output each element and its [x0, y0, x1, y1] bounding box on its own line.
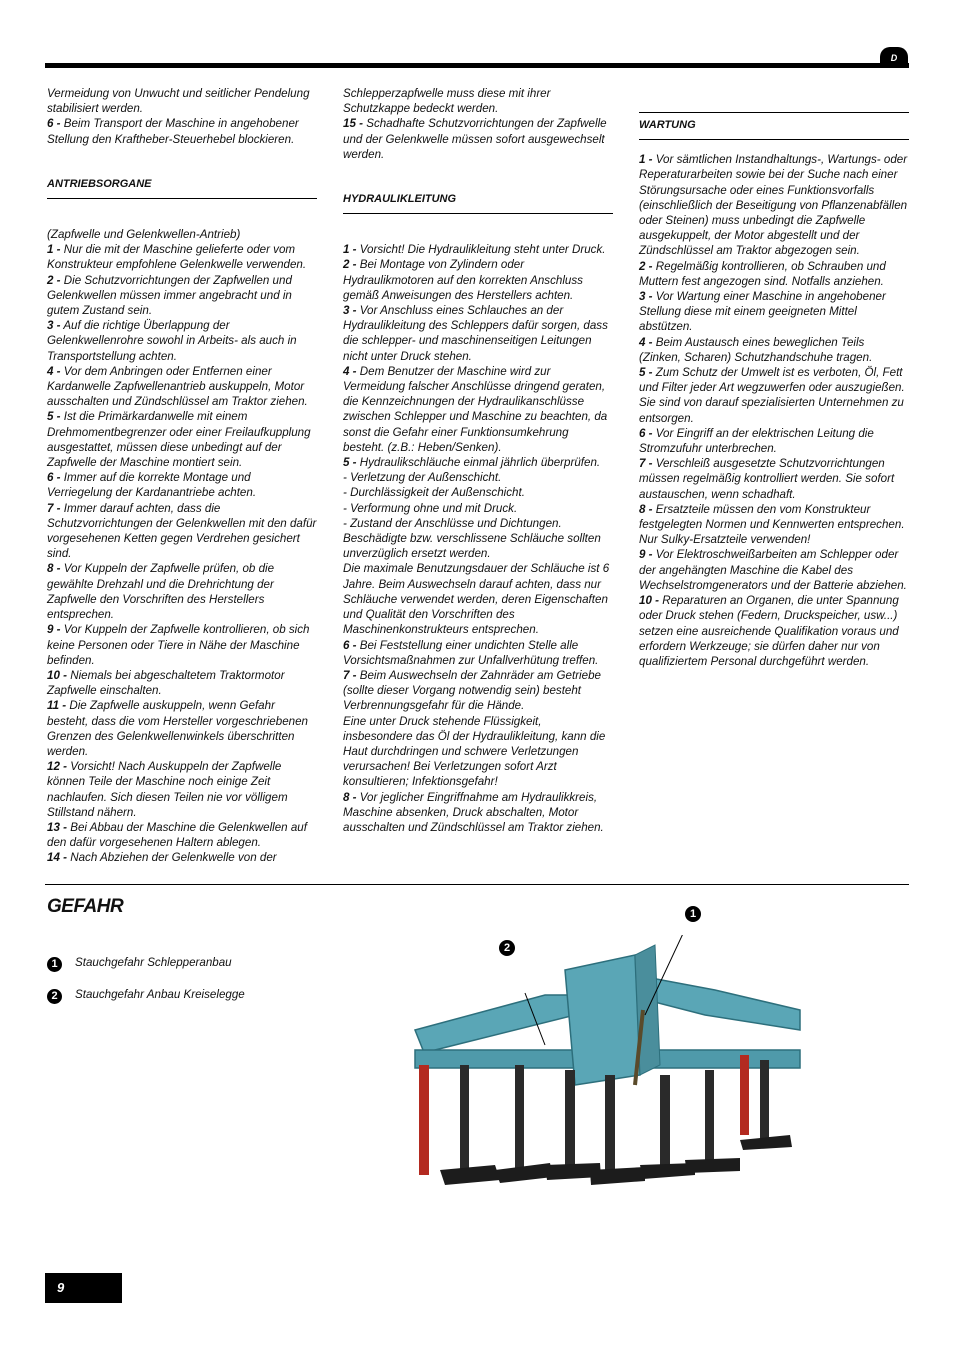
- item-number: 5 -: [47, 410, 61, 424]
- item-number: 6 -: [47, 471, 61, 485]
- legend-item-1: [47, 956, 232, 972]
- list-item: [343, 638, 613, 668]
- col2-intro: [343, 86, 613, 162]
- list-item: [47, 273, 317, 319]
- list-item: [47, 820, 317, 850]
- legend-text: Stauchgefahr Anbau Kreiselegge: [75, 988, 245, 1001]
- callout-2-icon: 2: [499, 940, 515, 956]
- item-number: 11 -: [47, 699, 67, 713]
- item-text: Vor Kuppeln der Zapfwelle kontrollieren, ob sich keine Personen oder Tiere in Nähe der Maschine befinden.: [47, 623, 310, 667]
- list-item: [47, 501, 317, 562]
- list-item: [47, 850, 317, 865]
- list-item: [343, 257, 613, 303]
- item-number: 9 -: [639, 548, 653, 562]
- list-item: [47, 470, 317, 500]
- item-number: 3 -: [639, 290, 653, 304]
- item-text: Die maximale Benutzungsdauer der Schläuche ist 6 Jahre. Beim Auswechseln darauf achten, dass nur Schläuche verwendet werden, deren Eigenschaften und Qualität den Vorschriften des Maschinenkonstrukteurs entsprechen.: [343, 562, 610, 637]
- section-rule: [639, 139, 909, 140]
- item-text: Vorsicht! Nach Auskuppeln der Zapfwelle können Teile der Maschine noch einige Zeit nachlaufen. Sich diesen Teilen nie vor völligem Stillstand nähern.: [47, 760, 288, 819]
- callout-number: 2: [47, 989, 62, 1004]
- item-number: 10 -: [639, 594, 659, 608]
- item-number: 6 -: [343, 638, 357, 652]
- item-text: Vor Wartung einer Maschine in angehobener Stellung diese mit einem geeigneten Mittel abstützen.: [639, 290, 886, 334]
- col3-items: [639, 152, 909, 669]
- list-item: [343, 790, 613, 836]
- list-item: [639, 289, 909, 335]
- item-number: 7 -: [639, 457, 653, 471]
- item-text: Nach Abziehen der Gelenkwelle von der: [66, 851, 277, 865]
- item-number: 10 -: [47, 668, 67, 682]
- list-item: [47, 698, 317, 759]
- item-number: 7 -: [47, 501, 61, 515]
- callout-1-icon: 1: [685, 906, 701, 922]
- item-text: Vor sämtlichen Instandhaltungs-, Wartungs- oder Reperaturarbeiten sowie bei der Suche nach einer Störungsursache oder eines Funktionsvorfalls (einschließlich der Beseitigung von Pflanzenabfällen oder Steinen) muss unbedingt die Zapfwelle ausgekuppelt, der Motor abgestellt und der Zündschlüssel am Traktor abgezogen sein.: [639, 153, 908, 258]
- item-text: Verschleiß ausgesetzte Schutzvorrichtungen müssen regelmäßig kontrolliert werden. Sie sofort austauschen, wenn schadhaft.: [639, 457, 895, 501]
- item-number: 5 -: [639, 366, 653, 380]
- item-number: 1 -: [47, 243, 61, 257]
- gefahr-title: GEFAHR: [47, 896, 124, 917]
- item-number: 15 -: [343, 117, 363, 131]
- item-number: 12 -: [47, 760, 67, 774]
- list-item: [47, 242, 317, 272]
- list-item: [343, 303, 613, 364]
- item-number: 6 -: [639, 426, 653, 440]
- list-item: [47, 409, 317, 470]
- callout-number: 1: [47, 957, 62, 972]
- item-text: - Verletzung der Außenschicht.: [343, 471, 502, 485]
- list-item: [639, 593, 909, 669]
- list-item: [639, 335, 909, 365]
- item-text: - Verformung ohne und mit Druck.: [343, 501, 518, 515]
- section-rule: [343, 213, 613, 214]
- list-item: [639, 502, 909, 548]
- item-text: Die Schutzvorrichtungen der Zapfwellen und Gelenkwellen müssen immer angebracht und in gutem Zustand sein.: [47, 273, 292, 318]
- item-text: Beim Transport der Maschine in angehobener Stellung den Kraftheber-Steuerhebel blockieren.: [47, 117, 299, 146]
- item-text: Beschädigte bzw. verschlissene Schläuche sollten unverzüglich ersetzt werden.: [343, 532, 601, 561]
- item-number: 3 -: [343, 304, 357, 318]
- list-item: [343, 668, 613, 714]
- list-item: [47, 759, 317, 820]
- list-item: [47, 318, 317, 364]
- item-text: Vor Anschluss eines Schlauches an der Hydraulikleitung des Schleppers dafür sorgen, dass die schlepper- und maschinenseitigen Leitungen nicht unter Druck stehen.: [343, 304, 608, 363]
- item-text: Reparaturen an Organen, die unter Spannung oder Druck stehen (Federn, Druckspeicher, usw...) setzen eine ausreichende Qualifikation voraus und erfordern Werkzeuge; sie dürfen daher nur von qualifiziertem Personal durchgeführt werden.: [639, 594, 899, 668]
- item-text: Vor Eingriff an der elektrischen Leitung die Stromzufuhr unterbrechen.: [639, 426, 874, 456]
- cultivator-illustration: [405, 935, 805, 1225]
- item-text: Immer auf die korrekte Montage und Verriegelung der Kardanantriebe achten.: [47, 471, 257, 500]
- list-item: [343, 242, 613, 257]
- item-number: 2 -: [47, 273, 61, 287]
- item-number: 8 -: [639, 502, 653, 516]
- list-item: [639, 152, 909, 258]
- item-number: 2 -: [343, 258, 357, 272]
- item-text: Ersatzteile müssen den vom Konstrukteur festgelegten Normen und Kennwerten entsprechen. Nur Sulky-Ersatzteile verwenden!: [639, 502, 905, 547]
- list-item: [343, 501, 613, 516]
- item-text: Vorsicht! Die Hydraulikleitung steht unter Druck.: [356, 243, 606, 257]
- list-item: [47, 116, 317, 146]
- item-text: Dem Benutzer der Maschine wird zur Vermeidung falscher Anschlüsse dringend geraten, die Kennzeichnungen der Hydraulikanschlüsse zwischen Schlepper und Maschine zu beachten, da sonst die Gefahr einer Funktionsumkehrung besteht. (z.B.: Heben/Senken).: [343, 364, 608, 454]
- item-number: 4 -: [47, 364, 61, 378]
- language-badge: D: [880, 47, 908, 68]
- item-text: Schadhafte Schutzvorrichtungen der Zapfwelle und der Gelenkwelle müssen sofort ausgewechselt werden.: [343, 117, 607, 161]
- item-number: 1 -: [343, 243, 357, 257]
- item-number: 8 -: [343, 790, 357, 804]
- page-number: 9: [45, 1273, 122, 1303]
- item-text: Eine unter Druck stehende Flüssigkeit, insbesondere das Öl der Hydraulikleitung, kann die Haut durchdringen und schwere Verletzungen verursachen! Bei Verletzungen sofort Arzt konsultieren; Infektionsgefahr!: [343, 714, 606, 789]
- item-number: 4 -: [343, 364, 357, 378]
- list-item: [639, 365, 909, 426]
- item-number: 7 -: [343, 668, 357, 682]
- item-text: Hydraulikschläuche einmal jährlich überprüfen.: [356, 456, 601, 470]
- item-text: Nur die mit der Maschine gelieferte oder vom Konstrukteur empfohlene Gelenkwelle verwenden.: [47, 243, 307, 272]
- item-text: Vor Kuppeln der Zapfwelle prüfen, ob die gewählte Drehzahl und die Drehrichtung der Zapfwelle den Vorschriften des Herstellers entsprechen.: [47, 562, 275, 622]
- item-text: Vor Elektroschweißarbeiten am Schlepper oder der angehängten Maschine die Kabel des Wechselstromgenerators und der Batterie abziehen.: [639, 548, 907, 592]
- column-3: [639, 112, 909, 669]
- col2-items: [343, 242, 613, 835]
- list-item: [47, 364, 317, 410]
- item-text: Zum Schutz der Umwelt ist es verboten, Öl, Fett und Filter jeder Art wegzuwerfen oder auszugießen. Sie sind von darauf spezialisierten Unternehmen zu entsorgen.: [639, 366, 905, 425]
- list-item: [639, 426, 909, 456]
- list-item: [639, 259, 909, 289]
- item-number: 5 -: [343, 456, 357, 470]
- item-number: 3 -: [47, 319, 61, 333]
- legend-item-2: [47, 988, 245, 1004]
- item-number: 6 -: [47, 117, 61, 131]
- section-title-antriebsorgane: ANTRIEBSORGANE: [47, 177, 152, 190]
- item-number: 2 -: [639, 259, 653, 273]
- list-item: [343, 531, 613, 561]
- item-number: 14 -: [47, 851, 67, 865]
- paragraph: Schlepperzapfwelle muss diese mit ihrer Schutzkappe bedeckt werden.: [343, 87, 551, 116]
- item-text: - Zustand der Anschlüsse und Dichtungen.: [343, 516, 562, 530]
- list-item: [343, 485, 613, 500]
- list-item: [343, 561, 613, 637]
- item-text: Bei Feststellung einer undichten Stelle alle Vorsichtsmaßnahmen zur Unfallverhütung treffen.: [343, 638, 599, 667]
- item-text: Vor jeglicher Eingriffnahme am Hydraulikkreis, Maschine absenken, Druck abschalten, Motor ausschalten und Zündschlüssel am Traktor ziehen.: [343, 790, 604, 834]
- item-text: Die Zapfwelle auskuppeln, wenn Gefahr besteht, dass die vom Hersteller vorgeschriebenen Grenzen des Gelenkwellenwinkels überschritten werden.: [47, 699, 308, 758]
- item-text: - Durchlässigkeit der Außenschicht.: [343, 486, 525, 500]
- item-number: 8 -: [47, 562, 61, 576]
- list-item: [47, 622, 317, 668]
- item-number: 4 -: [639, 335, 653, 349]
- gefahr-rule: [45, 884, 909, 885]
- list-item: [343, 455, 613, 470]
- item-number: 13 -: [47, 820, 67, 834]
- item-text: Niemals bei abgeschaltetem Traktormotor Zapfwelle einschalten.: [47, 668, 285, 698]
- item-text: Immer darauf achten, dass die Schutzvorrichtungen der Gelenkwellen mit den dafür vorgesehenen Ketten gegen Verdrehen gesichert sind.: [47, 501, 317, 561]
- legend-text: Stauchgefahr Schlepperanbau: [75, 956, 232, 969]
- item-text: Bei Montage von Zylindern oder Hydraulikmotoren auf den korrekten Anschluss gemäß Anweisungen des Herstellers achten.: [343, 258, 583, 302]
- list-item: [343, 714, 613, 790]
- col1-intro: [47, 86, 317, 147]
- item-text: Vor dem Anbringen oder Entfernen einer Kardanwelle Zapfwellenantrieb auskuppeln, Motor ausschalten und Zündschlüssel am Traktor ziehen.: [47, 364, 308, 409]
- item-number: 1 -: [639, 153, 653, 167]
- section-title-wartung: WARTUNG: [639, 119, 696, 131]
- list-item: [639, 456, 909, 502]
- list-item: [639, 547, 909, 593]
- item-number: 9 -: [47, 623, 61, 637]
- item-text: Auf die richtige Überlappung der Gelenkwellenrohre sowohl in Arbeits- als auch in Transportstellung achten.: [47, 319, 297, 363]
- header-rule: [45, 63, 909, 68]
- paragraph: Vermeidung von Unwucht und seitlicher Pendelung stabilisiert werden.: [47, 87, 310, 116]
- list-item: [343, 516, 613, 531]
- list-item: [343, 470, 613, 485]
- item-text: Beim Austausch eines beweglichen Teils (Zinken, Scharen) Schutzhandschuhe tragen.: [639, 335, 873, 364]
- column-1: [47, 86, 317, 866]
- list-item: [343, 116, 613, 162]
- col1-items: [47, 242, 317, 865]
- list-item: [343, 364, 613, 455]
- section-subtitle: (Zapfwelle und Gelenkwellen-Antrieb): [47, 228, 241, 242]
- item-text: Beim Auswechseln der Zahnräder am Getriebe (sollte dieser Vorgang notwendig sein) besteht Verbrennungsgefahr für die Hände.: [343, 668, 601, 713]
- section-title-hydraulikleitung: HYDRAULIKLEITUNG: [343, 193, 457, 206]
- column-2: [343, 86, 613, 835]
- item-text: Ist die Primärkardanwelle mit einem Drehmomentbegrenzer oder einer Freilaufkupplung ausgestattet, müssen diese unbedingt auf der Zapfwelle der Maschine montiert sein.: [47, 410, 311, 470]
- section-rule: [47, 198, 317, 199]
- item-text: Bei Abbau der Maschine die Gelenkwellen auf den dafür vorgesehenen Haltern ablegen.: [47, 820, 307, 850]
- item-text: Regelmäßig kontrollieren, ob Schrauben und Muttern fest angezogen sind. Notfalls anziehen.: [639, 259, 886, 288]
- list-item: [47, 668, 317, 698]
- list-item: [47, 561, 317, 622]
